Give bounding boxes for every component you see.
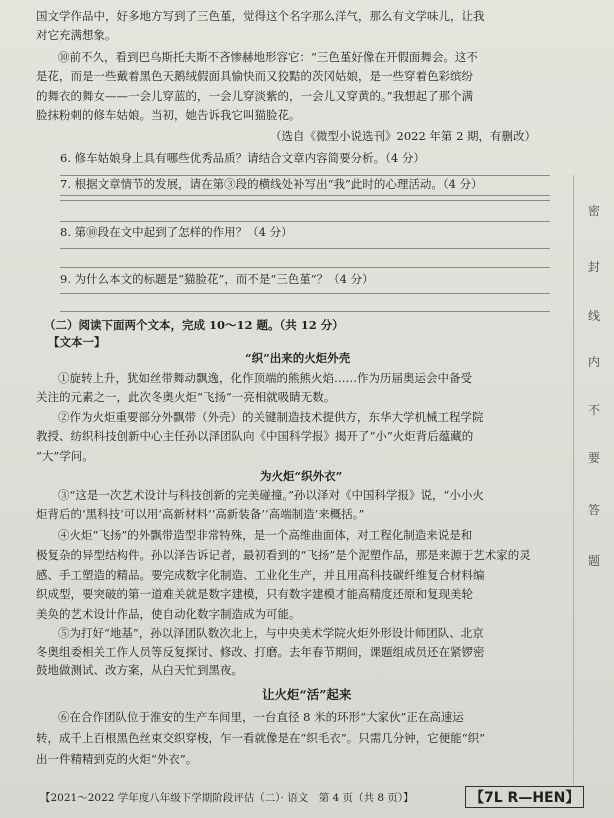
article-title: “织”出来的火炬外壳 [245,350,351,365]
passage-line: 国文学作品中，好多地方写到了三色堇，觉得这个名字那么洋气，那么有文学味儿，让我 [36,8,485,23]
question-9: 9. 为什么本文的标题是“猫脸花”，而不是“三色堇”？（4 分） [60,271,374,286]
seal-char: 要 [588,450,601,465]
article-line: 织成型，要突破的第一道难关就是数字建模，只有数字建模才能高精度还原和复现美轮 [36,587,473,602]
article-line: 鼓地做测试、改方案，从白天忙到黑夜。 [36,663,243,678]
article-line: ②作为火炬重要部分外飘带（外壳）的关键制造技术提供方，东华大学机械工程学院 [58,410,484,425]
question-6: 6. 修车姑娘身上具有哪些优秀品质？请结合文章内容简要分析。（4 分） [60,151,425,166]
seal-char: 密 [588,204,601,219]
article-line: 感、手工塑造的精品。要完成数字化制造、工业化生产，并且用高科技碳纤维复合材料编 [36,567,485,582]
seal-char: 答 [588,503,601,518]
passage-line: 对它充满想象。 [36,27,117,42]
article-line: 关注的元素之一，此次冬奥火炬“飞扬”一亮相就吸睛无数。 [36,389,336,404]
article-line: ④火炬“飞扬”的外飘带造型非常特殊，是一个高维曲面体，对工程化制造来说是和 [58,528,473,543]
article-line: 美奂的艺术设计作品，使自动化数字制造成为可能。 [36,607,301,622]
article-line: ⑥在合作团队位于淮安的生产车间里，一台直径 8 米的环形“大家伙”正在高速运 [58,710,464,724]
article-line: ③“这是一次艺术设计与科技创新的完美碰撞。”孙以泽对《中国科学报》说，“小小火 [58,487,484,502]
article-line: “大”学问。 [36,448,94,463]
seal-char: 内 [588,355,601,370]
seal-char: 题 [588,554,601,569]
subtitle: 让火炬“活”起来 [262,687,352,702]
article-line: 炬背后的‘黑科技’可以用‘高新材料’‘高新装备’‘高端制造’来概括。” [36,507,365,522]
article-line: 教授、纺织科技创新中心主任孙以泽团队向《中国科学报》揭开了“小”火炬背后蕴藏的 [36,429,474,444]
passage-line: 是花，而是一些戴着黑色天鹅绒假面具愉快而又狡黠的茨冈姑娘，是一些穿着色彩缤纷 [36,68,473,83]
article-line: 极复杂的异型结构件。孙以泽告诉记者，最初看到的“飞扬”是个泥塑作品，那是来源于艺术家的灵 [36,547,531,562]
exam-code: 【7L R—HEN】 [465,786,584,808]
article-line: 出一件精精到克的火炬“外衣”。 [36,752,198,766]
source-note: （选自《微型小说选刊》2022 年第 2 期，有删改） [270,129,537,143]
article-line: ⑤为打好“地基”，孙以泽团队数次北上，与中央美术学院火炬外形设计师团队、北京 [58,626,484,641]
seal-char: 封 [588,260,601,274]
article-line: 转，成千上百根黑色丝束交织穿梭，乍一看就像是在“织毛衣”。只需几分钟，它便能“织” [36,731,486,745]
passage-line: ⑩前不久，看到巴乌斯托夫斯不吝惨赫地形容它：“三色堇好像在开假面舞会。这不 [58,49,478,64]
subtitle: 为火炬“织外衣” [260,468,343,483]
section-heading: （二）阅读下面两个文本，完成 10～12 题。（共 12 分） [44,318,344,333]
article-line: 冬奥组委相关工作人员等反复探讨、修改、打磨。去年春节期间，课题组成员还在紧锣密 [36,645,485,659]
text1-label: 【文本一】 [48,335,106,350]
page-footer: 【2021～2022 学年度八年级下学期阶段评估（二）· 语文 第 4 页（共 8 页）】 [40,792,414,804]
question-7: 7. 根据文章情节的发展，请在第③段的横线处补写出“我”此时的心理活动。（4 分） [60,177,483,192]
question-8: 8. 第⑩段在文中起到了怎样的作用？（4 分） [60,225,293,240]
seal-char: 不 [588,402,601,417]
passage-line: 的舞衣的舞女——一会儿穿蓝的，一会儿穿淡紫的，一会儿又穿黄的。”我想起了那个满 [36,88,474,103]
article-line: ①旋转上升，犹如丝带舞动飘逸，化作顶端的熊熊火焰……作为历届奥运会中备受 [58,370,472,385]
seal-char: 线 [588,309,601,324]
passage-line: 脸抹粉刺的修车姑娘。当初，她告诉我它叫猫脸花。 [36,108,301,123]
